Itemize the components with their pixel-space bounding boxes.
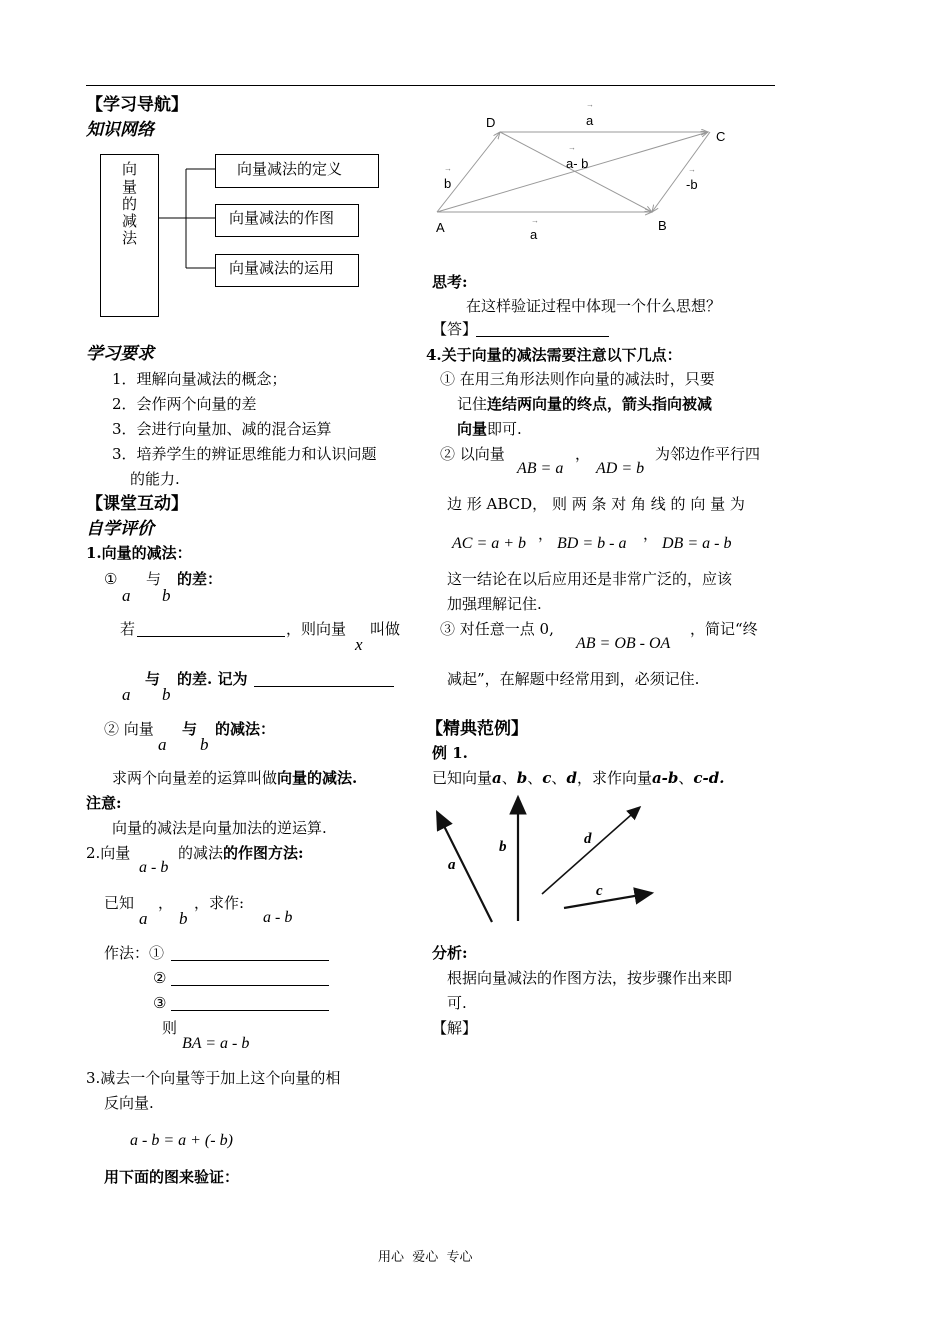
s1-then: ，则向量 bbox=[286, 620, 347, 638]
vector-d-arrow bbox=[542, 807, 640, 894]
vec-arrow-mark: → bbox=[531, 216, 539, 225]
point-D: D bbox=[486, 115, 496, 130]
concept-root-char: 法 bbox=[122, 229, 138, 247]
point-C: C bbox=[716, 129, 726, 144]
s1-and3: 与 bbox=[182, 720, 198, 738]
knowledge-network-heading: 知识网络 bbox=[86, 120, 154, 140]
s2-step3-blank[interactable] bbox=[171, 996, 329, 1011]
s4-comma: ， bbox=[643, 525, 659, 543]
requirement-item: 3．会进行向量加、减的混合运算 bbox=[112, 420, 332, 438]
think-question: 在这样验证过程中体现一个什么思想？ bbox=[466, 297, 722, 315]
vec-arrow-mark: → bbox=[444, 164, 452, 173]
analysis-line1: 根据向量减法的作图方法，按步骤作出来即 bbox=[447, 969, 733, 987]
example-1-label: 例 1. bbox=[432, 744, 468, 762]
s4-formula-db: DB = a - b bbox=[662, 535, 732, 552]
concept-root-char: 量 bbox=[122, 178, 138, 196]
requirements-heading: 学习要求 bbox=[86, 344, 154, 364]
s4-comma: ， bbox=[538, 525, 554, 543]
vec-b: b bbox=[200, 735, 209, 754]
vector-label-b: b bbox=[499, 839, 507, 855]
label-a-minus-b: a- b bbox=[566, 156, 589, 171]
s2-method: 作法：① bbox=[104, 944, 165, 962]
label-a-top: a bbox=[586, 113, 594, 128]
analysis-title: 分析: bbox=[432, 944, 468, 962]
s2-find: ，求作: bbox=[194, 894, 245, 912]
vec-b: b bbox=[162, 685, 171, 704]
vec-a: a bbox=[139, 909, 148, 928]
s4-ad-eq: AD = b bbox=[596, 460, 645, 477]
s3-line2: 反向量. bbox=[104, 1094, 154, 1112]
vector-label-a: a bbox=[448, 857, 456, 873]
s1-note: 向量的减法是向量加法的逆运算. bbox=[112, 819, 327, 837]
s2-result: BA = a - b bbox=[182, 1035, 250, 1052]
vector-c-arrow bbox=[564, 893, 652, 908]
s1-and2: 与 bbox=[145, 670, 161, 688]
s4-p2-pre: ② 以向量 bbox=[440, 445, 505, 463]
nav-title: 【学习导航】 bbox=[86, 95, 188, 115]
s1-title: 1.向量的减法： bbox=[86, 544, 192, 562]
s2-step1-blank[interactable] bbox=[171, 946, 329, 961]
concept-root-char: 减 bbox=[122, 212, 138, 230]
s1-diff-title: 的差： bbox=[177, 570, 223, 588]
s1-sub-title: 的减法： bbox=[215, 720, 276, 738]
s4-p2d: 这一结论在以后应用还是非常广泛的，应该 bbox=[447, 570, 733, 588]
examples-title: 【精典范例】 bbox=[426, 719, 528, 739]
s4-p2e: 加强理解记住. bbox=[447, 595, 542, 613]
s2-step3: ③ bbox=[153, 994, 167, 1012]
s4-p1a: ① 在用三角形法则作向量的减法时，只要 bbox=[440, 370, 715, 388]
point-B: B bbox=[658, 218, 667, 233]
think-answer-label: 【答】 bbox=[432, 320, 478, 338]
vec-arrow-mark: → bbox=[688, 165, 696, 174]
s1-and: 与 bbox=[146, 570, 162, 588]
vec-arrow-mark: → bbox=[568, 143, 576, 152]
s1-circled-1: ① bbox=[104, 570, 118, 588]
analysis-line2: 可. bbox=[447, 994, 467, 1012]
s1-circled-2: ② 向量 bbox=[104, 720, 154, 738]
think-title: 思考: bbox=[432, 273, 468, 291]
s3-verify: 用下面的图来验证： bbox=[104, 1168, 240, 1186]
s2-pre: 2.向量 bbox=[86, 844, 131, 862]
branch-label: 向量减法的作图 bbox=[229, 209, 335, 227]
example-1-statement: 已知向量a、b、c、d，求作向量a-b、c-d. bbox=[432, 769, 725, 787]
s1-if: 若 bbox=[120, 620, 136, 638]
vec-x: x bbox=[355, 635, 363, 654]
s4-p1b: 记住连结两向量的终点，箭头指向被减 bbox=[457, 395, 713, 413]
vec-a: a bbox=[122, 685, 131, 704]
s4-ab-eq: AB = a bbox=[517, 460, 564, 477]
requirement-item: 1．理解向量减法的概念； bbox=[112, 370, 287, 388]
s3-line1: 3.减去一个向量等于加上这个向量的相 bbox=[86, 1069, 341, 1087]
self-eval-heading: 自学评价 bbox=[86, 519, 154, 539]
concept-root-char: 向 bbox=[122, 160, 138, 178]
vec-arrow-mark: → bbox=[586, 100, 594, 109]
vector-a-arrow bbox=[437, 812, 492, 922]
s4-p2b: 边 形 ABCD， 则 两 条 对 角 线 的 向 量 为 bbox=[447, 495, 745, 513]
s2-then: 则 bbox=[162, 1019, 178, 1037]
requirement-item: 3．培养学生的辨证思维能力和认识问题 bbox=[112, 445, 377, 463]
s2-mid: 的减法的作图方法: bbox=[178, 844, 304, 862]
s3-formula: a - b = a + (- b) bbox=[130, 1132, 233, 1149]
vec-b: b bbox=[179, 909, 188, 928]
vec-b: b bbox=[162, 586, 171, 605]
vector-label-c: c bbox=[596, 883, 603, 899]
s2-target: a - b bbox=[263, 909, 293, 926]
s4-p3-pre: ③ 对任意一点 0, bbox=[440, 620, 554, 638]
s1-definition: 求两个向量差的运算叫做向量的减法. bbox=[112, 769, 358, 787]
s4-p2-post: 为邻边作平行四 bbox=[655, 445, 761, 463]
label-b: b bbox=[444, 176, 452, 191]
s2-expr: a - b bbox=[139, 859, 169, 876]
s2-step2-blank[interactable] bbox=[171, 971, 329, 986]
branch-label: 向量减法的运用 bbox=[229, 259, 335, 277]
s4-p3-post: ，简记“终 bbox=[690, 620, 758, 638]
s4-formula-ac: AC = a + b bbox=[452, 535, 527, 552]
page-footer: 用心 爱心 专心 bbox=[378, 1250, 473, 1265]
point-A: A bbox=[436, 220, 445, 235]
s1-diff-note: 的差. 记为 bbox=[177, 670, 248, 688]
label-neg-b: -b bbox=[686, 177, 698, 192]
s2-comma: ， bbox=[158, 894, 174, 912]
classroom-title: 【课堂互动】 bbox=[86, 494, 188, 514]
s4-formula-bd: BD = b - a bbox=[557, 535, 627, 552]
s4-comma: ， bbox=[575, 445, 591, 463]
s4-p1c: 向量即可. bbox=[457, 420, 522, 438]
solution-label: 【解】 bbox=[432, 1019, 478, 1037]
s2-given: 已知 bbox=[104, 894, 135, 912]
requirement-item-cont: 的能力. bbox=[130, 470, 180, 488]
s1-note-title: 注意: bbox=[86, 794, 122, 812]
s4-p3b: 减起”，在解题中经常用到，必须记住. bbox=[447, 670, 700, 688]
label-a-bottom: a bbox=[530, 227, 538, 242]
s2-step2: ② bbox=[153, 969, 167, 987]
vector-label-d: d bbox=[584, 831, 592, 847]
vec-a: a bbox=[122, 586, 131, 605]
concept-root-char: 的 bbox=[122, 195, 138, 213]
s4-p3-formula: AB = OB - OA bbox=[576, 635, 671, 652]
s4-title: 4.关于向量的减法需要注意以下几点： bbox=[426, 346, 682, 364]
s1-called: 叫做 bbox=[370, 620, 401, 638]
requirement-item: 2．会作两个向量的差 bbox=[112, 395, 257, 413]
branch-label: 向量减法的定义 bbox=[237, 160, 343, 178]
vec-a: a bbox=[158, 735, 167, 754]
